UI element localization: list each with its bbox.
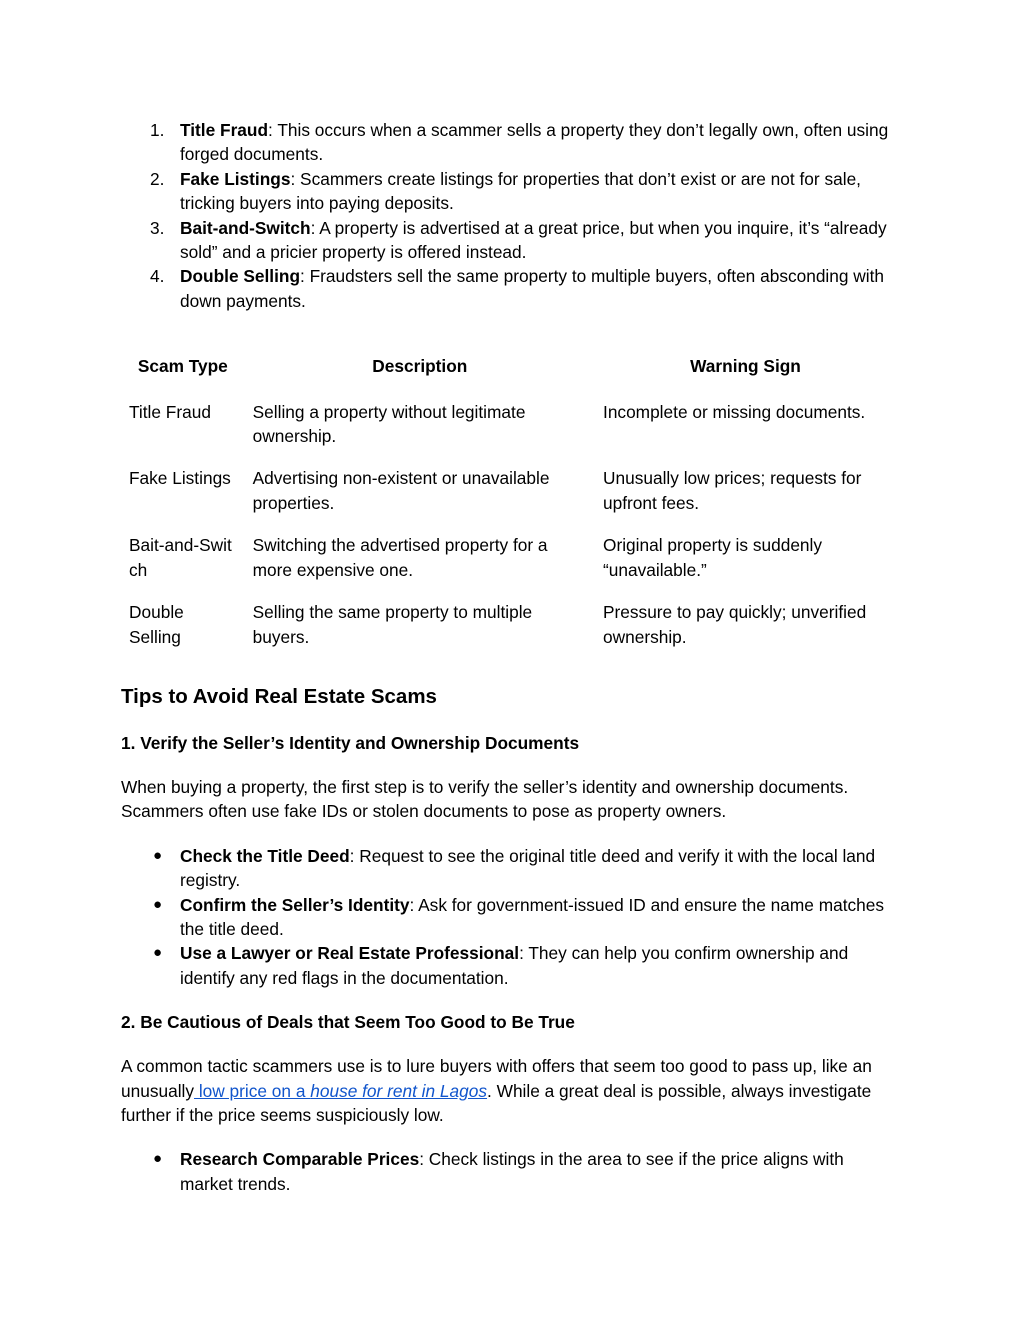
- list-text: : Check listings in the area to see if the price aligns with market trends.: [180, 1149, 844, 1194]
- tip-2-paragraph: [121, 1054, 896, 1127]
- house-for-rent-link[interactable]: [194, 1081, 487, 1101]
- list-text: : Scammers create listings for properties that don’t exist or are not for sale, tricking buyers into paying deposits.: [180, 168, 861, 214]
- bullet-icon: ●: [153, 895, 163, 913]
- list-term: Bait-and-Switch: [180, 217, 311, 238]
- list-term: Check the Title Deed: [180, 845, 350, 866]
- list-term: Title Fraud: [180, 120, 269, 140]
- list-term: Double Selling: [180, 266, 301, 287]
- table-row: [121, 591, 896, 658]
- table-header-cell: Scam Type: [137, 356, 228, 377]
- table-cell: Incomplete or missing documents.: [603, 401, 866, 422]
- tip-2-bullets: [121, 1147, 896, 1196]
- table-cell: Advertising non-existent or unavailable properties.: [252, 468, 550, 513]
- paragraph-text: . While a great deal is possible, always investigate further if the price seems suspiciously low.: [121, 1080, 872, 1125]
- list-item: [121, 941, 896, 990]
- table-cell: Title Fraud: [129, 401, 211, 422]
- list-number: 4.: [150, 266, 165, 287]
- list-item: [121, 118, 896, 167]
- tip-2-heading: 2. Be Cautious of Deals that Seem Too Good to Be True: [121, 1012, 575, 1033]
- section-heading: Tips to Avoid Real Estate Scams: [121, 684, 437, 708]
- list-term: Use a Lawyer or Real Estate Professional: [180, 943, 520, 964]
- table-cell: Switching the advertised property for a more expensive one.: [252, 535, 548, 580]
- list-text: : Request to see the original title deed and verify it with the local land registry.: [180, 845, 876, 891]
- table-cell: Double Selling: [129, 602, 184, 647]
- list-item: [121, 167, 896, 216]
- paragraph-text: A common tactic scammers use is to lure buyers with offers that seem too good to pass up, like an unusually: [121, 1056, 872, 1101]
- list-item: [121, 844, 896, 893]
- table-cell: Fake Listings: [129, 468, 231, 489]
- list-item: [121, 893, 896, 942]
- bullet-icon: ●: [153, 944, 163, 962]
- list-text: : Fraudsters sell the same property to multiple buyers, often absconding with down payments.: [180, 266, 885, 311]
- table-header-cell: Warning Sign: [690, 356, 801, 377]
- table-row: [121, 391, 896, 458]
- table-cell: Bait-and-Switch: [129, 535, 232, 580]
- list-item: [121, 264, 896, 313]
- table-cell: Unusually low prices; requests for upfront fees.: [603, 468, 862, 513]
- table-cell: Selling the same property to multiple buyers.: [252, 602, 533, 647]
- list-number: 3.: [150, 217, 165, 238]
- table-row: [121, 457, 896, 524]
- list-text: : This occurs when a scammer sells a property they don’t legally own, often using forged documents.: [180, 120, 889, 165]
- scam-types-table: [121, 342, 896, 658]
- list-text: : A property is advertised at a great price, but when you inquire, it’s “already sold” and a pricier property is offered instead.: [180, 217, 887, 263]
- list-number: 2.: [150, 168, 165, 189]
- bullet-icon: ●: [153, 846, 163, 864]
- list-term: Confirm the Seller’s Identity: [180, 894, 410, 915]
- list-item: [121, 1147, 896, 1196]
- tip-1-paragraph: When buying a property, the first step is to verify the seller’s identity and ownership documents. Scammers often use fake IDs or stolen documents to pose as property owners.: [121, 776, 849, 822]
- tip-1-heading: 1. Verify the Seller’s Identity and Ownership Documents: [121, 732, 580, 753]
- list-text: : Ask for government-issued ID and ensure the name matches the title deed.: [180, 894, 885, 939]
- document-page: [121, 118, 896, 1196]
- list-text: : They can help you confirm ownership and identify any red flags in the documentation.: [180, 943, 849, 988]
- table-cell: Selling a property without legitimate ownership.: [252, 401, 526, 447]
- table-cell: Pressure to pay quickly; unverified ownership.: [603, 602, 867, 647]
- scam-types-list: [121, 118, 896, 313]
- table-row: [121, 524, 896, 591]
- link-text: low price on a: [194, 1080, 311, 1101]
- table-cell: Original property is suddenly “unavailable.”: [603, 535, 823, 580]
- tip-1-bullets: [121, 844, 896, 990]
- list-item: [121, 216, 896, 265]
- list-term: Fake Listings: [180, 168, 291, 189]
- bullet-icon: ●: [153, 1150, 163, 1168]
- table-header-row: [121, 342, 896, 390]
- list-number: 1.: [150, 120, 165, 140]
- table-header-cell: Description: [372, 356, 468, 377]
- link-text-italic: house for rent in Lagos: [310, 1080, 488, 1101]
- list-term: Research Comparable Prices: [180, 1149, 420, 1170]
